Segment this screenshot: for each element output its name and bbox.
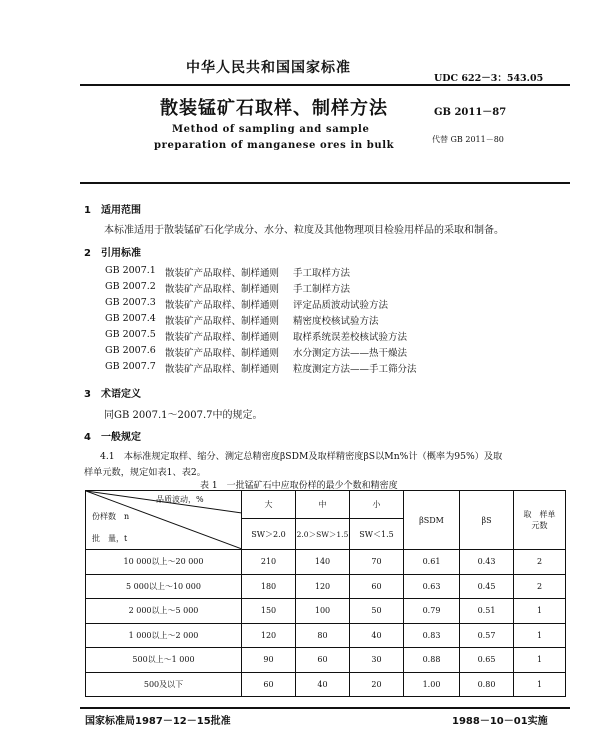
standard-number: GB 2011－87 [434,107,507,118]
cell-mid: 60 [296,648,350,673]
cell-lot: 500及以下 [86,672,242,697]
reference-row [105,313,379,327]
ref-topic: 手工取样方法 [293,268,351,279]
section-4-1-line1: 4.1 本标准规定取样、缩分、测定总精密度βSDM及取样精密度βS以Mn%计（概率为95%）及取 [100,451,503,462]
cell-mid: 140 [296,550,350,575]
ref-topic: 粒度测定方法——手工筛分法 [293,364,417,375]
ref-series: 散装矿产品取样、制样通则 [165,332,280,343]
cell-lot: 500以上～1 000 [86,648,242,673]
cell-bs: 0.51 [460,599,514,624]
title-en-line2: preparation of manganese ores in bulk [154,140,395,151]
ref-series: 散装矿产品取样、制样通则 [165,284,280,295]
reference-row [105,265,350,279]
ref-series: 散装矿产品取样、制样通则 [165,300,280,311]
cell-units: 2 [514,550,566,575]
reference-row [105,345,407,359]
section-3-title: 3 术语定义 [84,389,141,400]
table-row [86,574,566,599]
cell-bs: 0.57 [460,623,514,648]
diag-lot-label: 批 量，t [92,534,128,543]
cell-large: 150 [242,599,296,624]
ref-code: GB 2007.3 [105,297,156,308]
table-row [86,672,566,697]
title-en-line1: Method of sampling and sample [172,124,370,135]
cond-small: SW＜1.5 [350,519,404,550]
cell-units: 1 [514,623,566,648]
cell-mid: 40 [296,672,350,697]
ref-code: GB 2007.2 [105,281,156,292]
title-rule [80,182,570,184]
cell-mid: 100 [296,599,350,624]
diag-samples-label: 份样数 n [92,512,130,521]
ref-code: GB 2007.6 [105,345,156,356]
table-1-caption: 表 1 一批锰矿石中应取份样的最少个数和精密度 [200,481,398,491]
cell-bs: 0.80 [460,672,514,697]
reference-row [105,297,388,311]
ref-topic: 评定品质波动试验方法 [293,300,389,311]
cell-bsdm: 1.00 [404,672,460,697]
ref-series: 散装矿产品取样、制样通则 [165,364,280,375]
col-small: 小 [350,491,404,519]
reference-row [105,329,407,343]
title-cn: 散装锰矿石取样、制样方法 [160,98,388,119]
ref-series: 散装矿产品取样、制样通则 [165,268,280,279]
section-1-text: 本标准适用于散装锰矿石化学成分、水分、粒度及其他物理项目检验用样品的采取和制备。 [104,225,504,236]
cell-bsdm: 0.88 [404,648,460,673]
cell-small: 20 [350,672,404,697]
cell-bs: 0.65 [460,648,514,673]
cell-lot: 1 000以上～2 000 [86,623,242,648]
section-3-text: 同GB 2007.1～2007.7中的规定。 [104,410,263,421]
col-units: 取 样单元数 [514,491,566,550]
cell-large: 120 [242,623,296,648]
cell-mid: 80 [296,623,350,648]
cell-bs: 0.43 [460,550,514,575]
table-row [86,599,566,624]
cell-units: 1 [514,672,566,697]
cell-bsdm: 0.63 [404,574,460,599]
approval-date: 国家标准局1987－12－15批准 [85,716,231,727]
cell-lot: 2 000以上～5 000 [86,599,242,624]
section-4-1-line2: 样单元数，规定如表1、表2。 [84,467,206,478]
cell-lot: 5 000以上～10 000 [86,574,242,599]
cell-large: 210 [242,550,296,575]
org-title: 中华人民共和国国家标准 [186,60,351,76]
table-row [86,648,566,673]
cell-lot: 10 000以上～20 000 [86,550,242,575]
ref-topic: 精密度校核试验方法 [293,316,379,327]
ref-series: 散装矿产品取样、制样通则 [165,348,280,359]
reference-row [105,361,417,375]
section-4-title: 4 一般规定 [84,432,141,443]
section-1-title: 1 适用范围 [84,205,141,216]
section-2-title: 2 引用标准 [84,248,141,259]
ref-topic: 水分测定方法——热干燥法 [293,348,408,359]
effective-date: 1988－10－01实施 [452,716,548,727]
cell-large: 180 [242,574,296,599]
cell-units: 1 [514,648,566,673]
reference-row [105,281,350,295]
cell-small: 30 [350,648,404,673]
table-1 [85,490,566,697]
table-row [86,623,566,648]
cond-large: SW＞2.0 [242,519,296,550]
diag-quality-label: 品质波动，% [156,495,204,504]
cell-bsdm: 0.61 [404,550,460,575]
cond-mid: 2.0＞SW＞1.5 [296,519,350,550]
udc-code: UDC 622－3：543.05 [434,73,544,84]
cell-units: 1 [514,599,566,624]
cell-small: 70 [350,550,404,575]
col-bs: βS [460,491,514,550]
cell-small: 60 [350,574,404,599]
ref-code: GB 2007.1 [105,265,156,276]
cell-small: 40 [350,623,404,648]
col-bsdm: βSDM [404,491,460,550]
cell-mid: 120 [296,574,350,599]
ref-series: 散装矿产品取样、制样通则 [165,316,280,327]
col-mid: 中 [296,491,350,519]
cell-large: 90 [242,648,296,673]
replaces-note: 代替 GB 2011－80 [432,135,504,144]
ref-topic: 手工制样方法 [293,284,351,295]
ref-code: GB 2007.5 [105,329,156,340]
col-large: 大 [242,491,296,519]
cell-large: 60 [242,672,296,697]
table-row [86,550,566,575]
cell-bsdm: 0.79 [404,599,460,624]
ref-code: GB 2007.7 [105,361,156,372]
cell-units: 2 [514,574,566,599]
ref-topic: 取样系统误差校核试验方法 [293,332,408,343]
ref-code: GB 2007.4 [105,313,156,324]
table-diagonal-header [86,491,242,550]
cell-bs: 0.45 [460,574,514,599]
header-rule [80,84,570,86]
footer-rule [80,707,570,709]
cell-small: 50 [350,599,404,624]
cell-bsdm: 0.83 [404,623,460,648]
